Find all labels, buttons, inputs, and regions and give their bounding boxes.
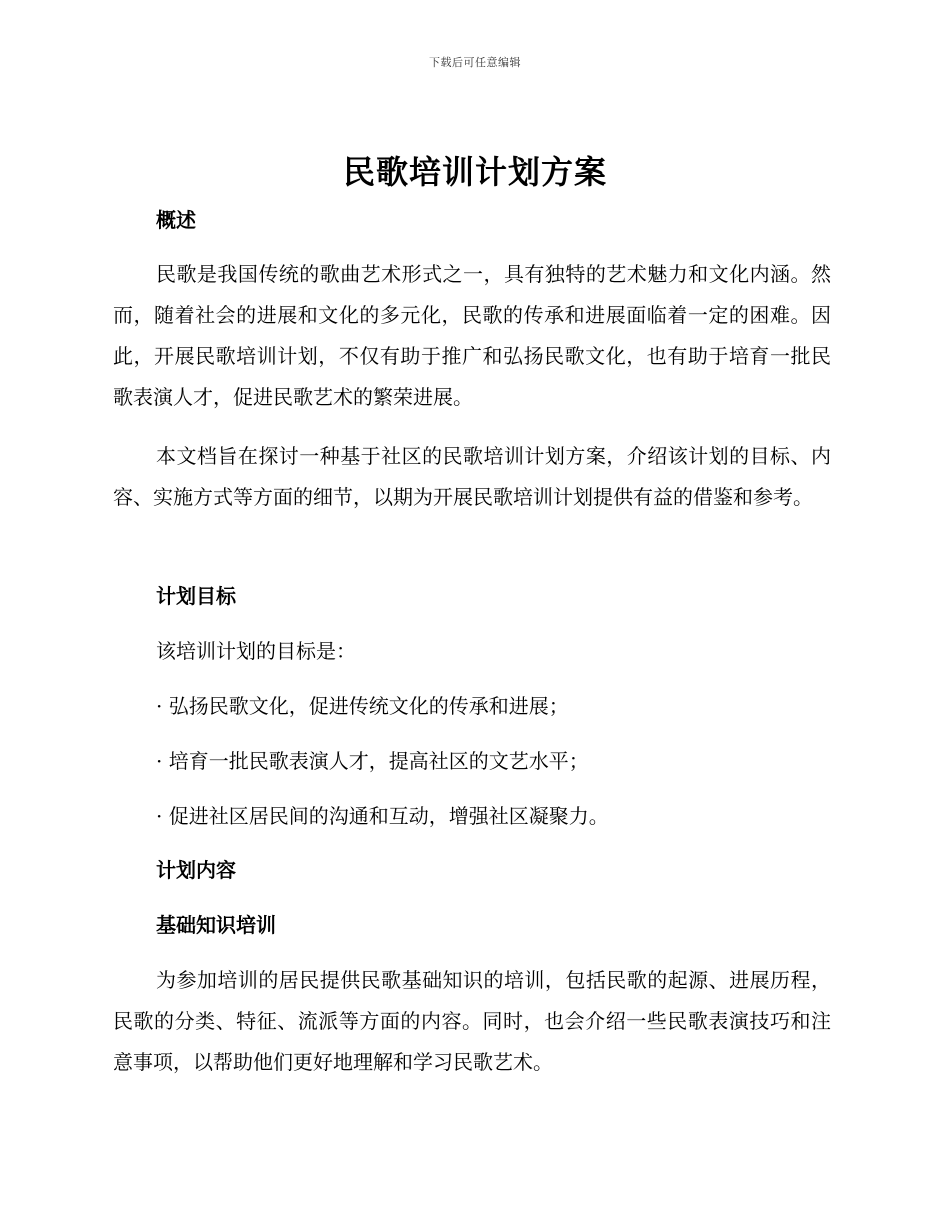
content-paragraph-1: 为参加培训的居民提供民歌基础知识的培训，包括民歌的起源、进展历程，民歌的分类、特征、流派等方面的内容。同时，也会介绍一些民歌表演技巧和注意事项，以帮助他们更好地理解和学习民歌艺术。 bbox=[113, 968, 831, 1074]
goal-list-item: · 促进社区居民间的沟通和互动，增强社区凝聚力。 bbox=[156, 804, 609, 828]
section-heading-goals: 计划目标 bbox=[156, 584, 236, 608]
goal-list-item: · 培育一批民歌表演人才，提高社区的文艺水平； bbox=[156, 749, 589, 773]
section-heading-content: 计划内容 bbox=[156, 858, 236, 882]
goals-intro: 该培训计划的目标是： bbox=[156, 639, 356, 663]
section-heading-overview: 概述 bbox=[156, 208, 196, 232]
subsection-heading-basics: 基础知识培训 bbox=[156, 913, 276, 937]
overview-paragraph-2: 本文档旨在探讨一种基于社区的民歌培训计划方案，介绍该计划的目标、内容、实施方式等方面的细节，以期为开展民歌培训计划提供有益的借鉴和参考。 bbox=[113, 444, 831, 509]
document-title: 民歌培训计划方案 bbox=[342, 153, 607, 191]
header-note: 下载后可任意编辑 bbox=[429, 56, 521, 69]
overview-paragraph-1: 民歌是我国传统的歌曲艺术形式之一，具有独特的艺术魅力和文化内涵。然而，随着社会的进展和文化的多元化，民歌的传承和进展面临着一定的困难。因此，开展民歌培训计划，不仅有助于推广和弘扬民歌文化，也有助于培育一批民歌表演人才，促进民歌艺术的繁荣进展。 bbox=[113, 262, 831, 409]
goal-list-item: · 弘扬民歌文化，促进传统文化的传承和进展； bbox=[156, 694, 569, 718]
